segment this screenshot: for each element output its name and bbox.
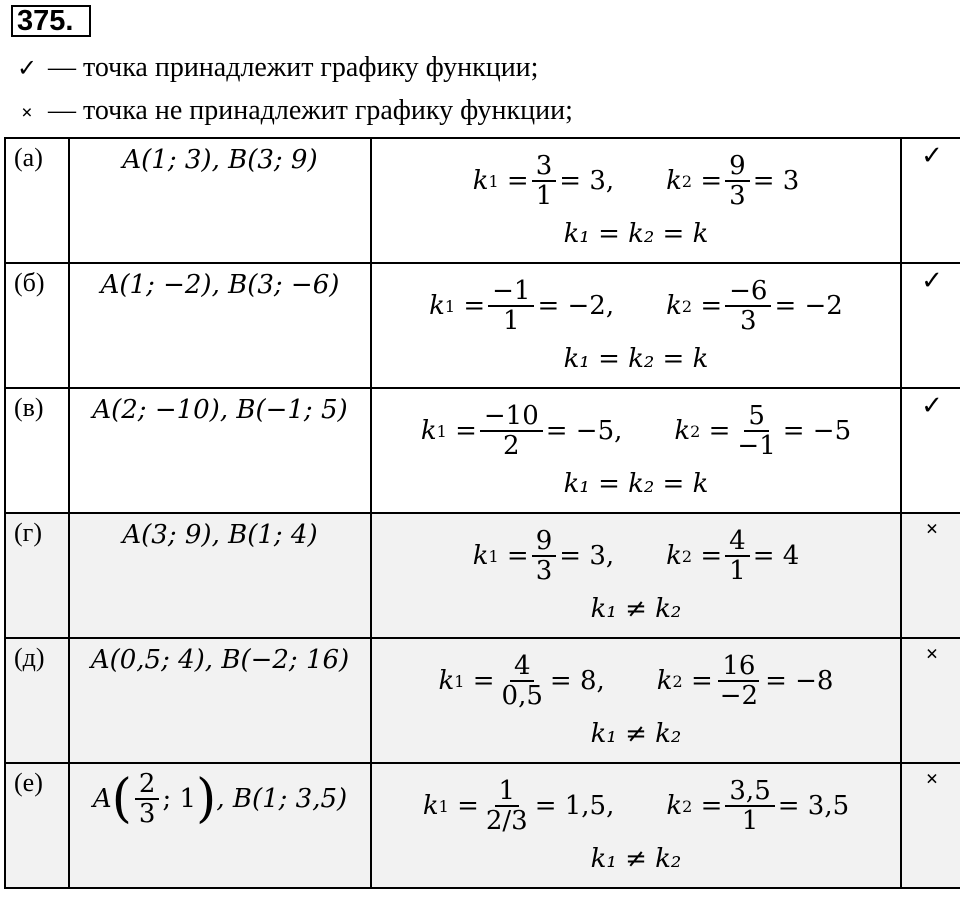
slope-equations: k 1 = $\frac{4}{0,5}$ = 8, k 2 = $\frac{16}{-2}$ = −8 xyxy=(438,651,834,711)
row-label: (б) xyxy=(5,263,69,388)
table-row xyxy=(5,138,960,263)
table-row xyxy=(5,638,960,763)
table-row xyxy=(5,388,960,513)
row-label: (а) xyxy=(5,138,69,263)
solution-table xyxy=(4,137,960,889)
points-text: A(3; 9), B(1; 4) xyxy=(122,520,318,550)
k1-fraction: $\frac{1}{2/3}$ xyxy=(485,776,528,836)
equation-cell xyxy=(371,638,901,763)
checkmark-icon: ✓ xyxy=(901,263,960,388)
points-cell xyxy=(69,763,371,888)
equation-cell xyxy=(371,388,901,513)
checkmark-icon: ✓ xyxy=(16,56,38,82)
conclusion: k₁ ≠ k₂ xyxy=(590,594,682,624)
legend-not-belongs xyxy=(14,95,573,129)
legend-belongs xyxy=(14,52,538,85)
points-text: A(1; −2), B(3; −6) xyxy=(100,270,340,300)
points-text: A ( $\frac{2}{3}$ ; 1 ) , B(1; 3,5) xyxy=(92,769,348,829)
row-label: (е) xyxy=(5,763,69,888)
k2-fraction: $\frac{4}{1}$ xyxy=(725,527,750,585)
points-text: A(2; −10), B(−1; 5) xyxy=(92,395,348,425)
k1-fraction: $\frac{-1}{1}$ xyxy=(488,277,534,335)
points-text: A(0,5; 4), B(−2; 16) xyxy=(90,645,350,675)
row-label: (г) xyxy=(5,513,69,638)
points-text: A(1; 3), B(3; 9) xyxy=(122,145,318,175)
slope-equations: k 1 = $\frac{1}{2/3}$ = 1,5, k 2 = $\frac{3,5}{1}$ = 3,5 xyxy=(422,776,850,836)
conclusion: k₁ = k₂ = k xyxy=(563,469,709,499)
k1-fraction: $\frac{-10}{2}$ xyxy=(480,402,543,460)
k2-fraction: $\frac{3,5}{1}$ xyxy=(725,777,774,835)
conclusion: k₁ = k₂ = k xyxy=(563,344,709,374)
cross-icon: × xyxy=(901,638,960,763)
checkmark-icon: ✓ xyxy=(901,388,960,513)
row-label: (в) xyxy=(5,388,69,513)
points-cell xyxy=(69,513,371,638)
row-label: (д) xyxy=(5,638,69,763)
equation-cell xyxy=(371,263,901,388)
k2-fraction: $\frac{-6}{3}$ xyxy=(725,277,771,335)
equation-cell xyxy=(371,763,901,888)
checkmark-icon: ✓ xyxy=(901,138,960,263)
cross-icon: × xyxy=(901,513,960,638)
slope-equations: k 1 = $\frac{-1}{1}$ = −2, k 2 = $\frac{-6}{3}$ = −2 xyxy=(429,276,843,336)
table-row xyxy=(5,263,960,388)
slope-equations: k 1 = $\frac{9}{3}$ = 3, k 2 = $\frac{4}{1}$ = 4 xyxy=(472,526,800,586)
equation-cell xyxy=(371,513,901,638)
slope-equations: k 1 = $\frac{3}{1}$ = 3, k 2 = $\frac{9}{3}$ = 3 xyxy=(472,151,800,211)
points-cell xyxy=(69,263,371,388)
table-row xyxy=(5,763,960,888)
k1-fraction: $\frac{9}{3}$ xyxy=(532,527,557,585)
equation-cell xyxy=(371,138,901,263)
cross-icon: × xyxy=(21,102,33,124)
conclusion: k₁ ≠ k₂ xyxy=(590,844,682,874)
k1-fraction: $\frac{4}{0,5}$ xyxy=(501,651,543,711)
k2-fraction: $\frac{5}{-1}$ xyxy=(737,401,776,461)
legend-text: — точка не принадлежит графику функции; xyxy=(48,95,573,126)
k1-fraction: $\frac{3}{1}$ xyxy=(532,152,557,210)
points-cell xyxy=(69,138,371,263)
conclusion: k₁ = k₂ = k xyxy=(563,219,709,249)
conclusion: k₁ ≠ k₂ xyxy=(590,719,682,749)
points-cell xyxy=(69,388,371,513)
points-cell xyxy=(69,638,371,763)
legend-text: — точка принадлежит графику функции; xyxy=(48,52,539,83)
slope-equations: k 1 = $\frac{-10}{2}$ = −5, k 2 = $\frac{5}{-1}$ = −5 xyxy=(420,401,852,461)
cross-icon: × xyxy=(901,763,960,888)
table-row xyxy=(5,513,960,638)
k2-fraction: $\frac{16}{-2}$ xyxy=(719,651,759,711)
problem-number: 375. xyxy=(11,5,91,37)
k2-fraction: $\frac{9}{3}$ xyxy=(725,152,750,210)
